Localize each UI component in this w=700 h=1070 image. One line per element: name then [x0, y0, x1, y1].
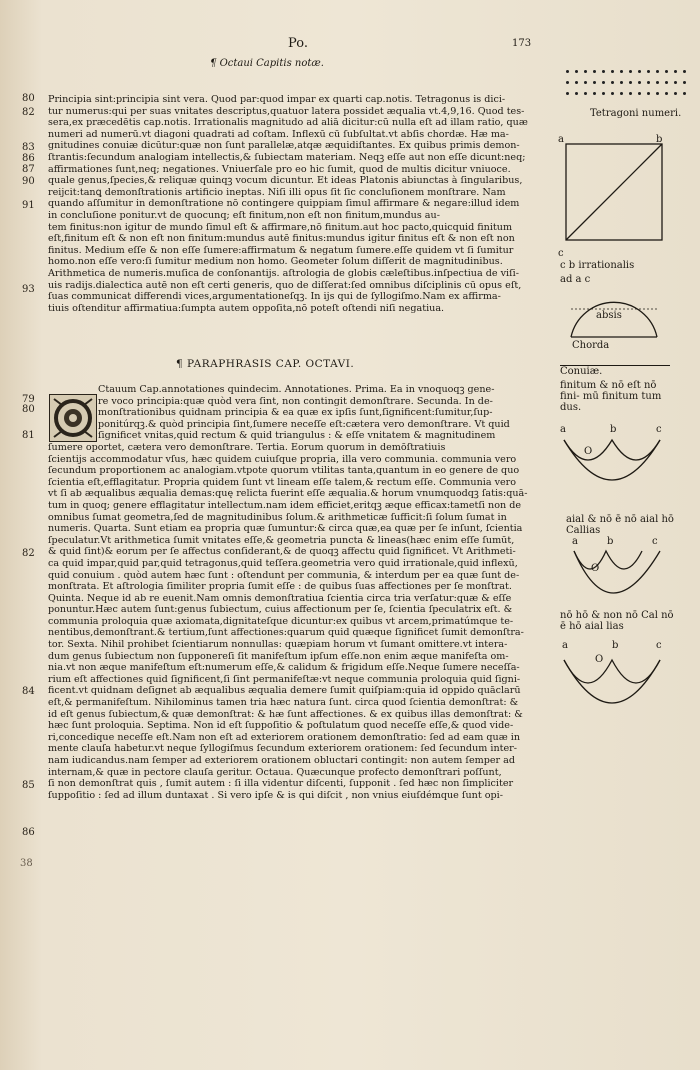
text-line: ſuppoſitio : ſed ad illum duntaxat . Si vero ipſe & is qui diſcit , non vnius eiuſdémque ſunt opi-: [48, 789, 503, 801]
text-line: tum in quoq; genere efflagitatur intellectum.nam idem efficiet,eritqꝫ æque efficax:tametſi non de: [48, 499, 522, 511]
text-line: & quid ſint)& eorum per ſe affectus conſiderant,& de quoqꝫ affectu quid ſignificet. Vt Arithmeti-: [48, 546, 516, 558]
text-line: ſumere oportet, cætera vero demonſtrare. Tertia. Eorum quorum in demōſtratiuis: [48, 441, 446, 453]
abc2-c: c: [652, 536, 658, 547]
convex-arcs-figure-1: [560, 430, 670, 500]
running-head: Po.: [288, 36, 308, 51]
text-line: tiuis oſtenditur affirmatiua:ſumpta autem oppoſita,nō poteſt oſtendi niſi negatiua.: [48, 302, 445, 314]
abc1-c: c: [656, 424, 662, 435]
text-line: tur numerus:qui per suas vnitates descriptus,quatuor latera possidet æqualia vt.4,9,16. Quod tes-: [48, 105, 525, 117]
text-line: Ctauum Cap.annotationes quindecim. Annotationes. Prima. Ea in vnoquoqꝫ gene-: [98, 384, 495, 395]
conuiae-label: Conuiæ.: [560, 365, 670, 377]
margin-number: 81: [22, 430, 35, 441]
text-line: dum genus ſubiectum non ſupponereſi ſit manifeſtum ipſum eſſe.non enim æque manifeſta om-: [48, 650, 509, 662]
abc2-b: b: [607, 536, 614, 547]
text-line: vt ſi ab æqualibus æqualia demas:quę relicta fuerint eſſe æqualia.& horum vnumquodqꝫ ſatis:quā-: [48, 488, 528, 500]
square-diagonal-figure: [562, 138, 682, 258]
circle-o-2: O: [591, 563, 600, 574]
margin-number: 79: [22, 394, 35, 405]
text-line: Arithmetica de numeris.muſica de conſonantijs. aſtrologia de globis cæleſtibus.inſpectiua de viſi-: [48, 267, 519, 279]
text-line: quale genus,ſpecies,& reliquæ quinqꝫ vocum dicuntur. Et ideas Platonis abiunctas à ſingularibus,: [48, 175, 523, 187]
margin-number: 85: [22, 780, 35, 791]
text-line: hæc ſunt proloquia. Septima. Non id eſt ſuppoſitio & poſtulatum quod neceſſe eſſe,& quod vide-: [48, 720, 514, 732]
abc2-a: a: [572, 536, 578, 547]
gutter-mark: 38: [20, 858, 33, 869]
chorda-label: Chorda: [572, 340, 610, 351]
convex-arcs-figure-3: [560, 650, 670, 730]
absis-label: absis: [596, 310, 622, 321]
margin-number: 86: [22, 153, 35, 164]
dot-pattern: [563, 66, 700, 99]
text-line: tem finitus:non igitur de mundo ſimul eſt & affirmare,nō finitum.aut hoc pacto,quicquid finitum: [48, 221, 513, 233]
text-line: Principia sint:principia sint vera. Quod par:quod impar ex quarti cap.notis. Tetragonus is dici-: [48, 94, 506, 105]
text-line: numeris. Quarta. Sunt etiam ea propria quæ ſumuntur:& circa quæ,ea quæ per ſe inſunt, ſcientia: [48, 523, 523, 535]
text-line: quando aſſumitur in demonſtratione nō contingere quippiam ſimul affirmare & negare:illud idem: [48, 198, 520, 210]
tetragoni-label: Tetragoni numeri.: [590, 108, 682, 119]
text-line: reijcit:tanꝗ demonſtrationis artificio ineptas. Niſi illi opus ſit ſic concluſionem monſtrare. Nam: [48, 186, 506, 198]
margin-number: 80: [22, 93, 35, 104]
text-line: ri,concedique neceſſe eſt.Nam non eſt ad exteriorem orationem demonſtratio: ſed ad eam quæ in: [48, 731, 521, 743]
text-line: id eſt genus ſubiectum,& quæ demonſtrat: & hæ ſunt affectiones. & ex quibus illas demonſtrat: &: [48, 708, 523, 720]
text-line: ficent.vt quidnam deſignet ab æqualibus æqualia demere ſumit quiſpiam:quia id oppido quāclarū: [48, 685, 521, 697]
abc3-a: a: [562, 640, 568, 651]
circle-o-1: O: [584, 446, 593, 457]
aial-label: aial & nō ē nō aial hō Callias: [566, 514, 674, 536]
nonho-label: nō hō & non nō Cal nō ē hō aial lias: [560, 610, 674, 632]
text-line: ſecundum proportionem ac analogiam.vtpote quorum vtilitas tanta,quantum in eo genere de quo: [48, 465, 520, 477]
text-line: ſcientia eſt,efflagitatur. Propria quidem ſunt vt lineam eſſe talem,& rectum eſſe. Communia vero: [48, 476, 517, 488]
text-line: re voco principia:quæ quòd vera ſint, non contingit demonſtrare. Secunda. In de-: [98, 395, 493, 407]
text-line: ca quid impar,quid par,quid tetragonus,quid teſſera.geometria vero quid irrationale,quid inflexū,: [48, 557, 518, 569]
folio-number: 173: [512, 38, 532, 49]
convex-arcs-figure-2: [570, 545, 670, 615]
text-line: monſtrationibus quidnam principia & ea quæ ex ipſis ſunt,ſignificent:ſumitur,ſup-: [98, 407, 493, 419]
notes-caption: ¶ Octaui Capitis notæ.: [210, 58, 324, 69]
circle-o-3: O: [595, 654, 604, 665]
abc1-a: a: [560, 424, 566, 435]
text-line: ſtrantis:ſecundum analogiam intellectis,& ſubiectam materiam. Neqꝫ eſſe aut non eſſe dicunt:neq;: [48, 151, 526, 163]
text-line: ponuntur.Hæc autem ſunt:genus ſubiectum, cuius affectionum per ſe, ſcientia ſpeculatrix eſt. &: [48, 604, 513, 616]
abc3-c: c: [656, 640, 662, 651]
margin-number: 82: [22, 107, 35, 118]
finitum-label: finitum & nō eſt nō fini- mū finitum tum dus.: [560, 380, 662, 413]
text-line: sera,ex præcedētis cap.notis. Irrationalis magnitudo ad aliā dicitur:cū nulla eſt ad illam ratio, quæ: [48, 117, 528, 129]
text-line: quid conuium . quòd autem hæc ſunt : oſtendunt per communia, & interdum per ea quæ ſunt de-: [48, 569, 520, 581]
square-label-b: b: [656, 134, 663, 145]
text-line: nentibus,demonſtrant.& tertium,ſunt affectiones:quarum quid quæque ſignificet ſumit demonſtra-: [48, 627, 524, 639]
tetragonal-dots: [563, 66, 700, 99]
text-line: nam iudicandus.nam ſemper ad exteriorem orationem obluctari contingit: non autem ſemper ad: [48, 755, 516, 766]
text-line: in concluſione ponitur.vt de quocunq; eſt finitum,non eſt non finitum,mundus au-: [48, 209, 440, 221]
paraphrase-text: [48, 384, 548, 801]
margin-number: 83: [22, 142, 35, 153]
text-line: ſcientijs accommodatur vſus, hæc quidem cuiuſque propria, illa vero communia. communia vero: [48, 453, 517, 465]
irrationalis-label: c b irrationalis: [560, 260, 635, 271]
text-line: gnitudines conuiæ dicūtur:quæ non ſunt parallelæ,atqæ æquidiſtantes. Ex quibus primis demon-: [48, 140, 520, 152]
text-line: ſpeculatur.Vt arithmetica ſumit vnitates eſſe,& geometria puncta & lineas(hæc enim eſſe ſumūt,: [48, 534, 515, 546]
text-line: mente clauſa habetur.vt neque ſyllogiſmus ſecundum exteriorem orationem: ſed ſecundum inter-: [48, 743, 518, 755]
text-line: omnibus ſumat geometra,ſed de magnitudinibus ſolum.& arithmeticæ ſufficit:ſi ſolum ſumat in: [48, 511, 507, 523]
text-line: tor. Sexta. Nihil prohibet ſcientiarum nonnullas: quæpiam horum vt ſumant omittere.vt intera-: [48, 639, 508, 651]
text-line: ponitúrqꝫ.& quòd principia ſint,ſumere neceſſe eſt:cætera vero demonſtrare. Vt quid: [98, 418, 510, 430]
notes-text: [48, 94, 548, 314]
text-line: monſtrata. Et aſtrologia ſimiliter propria ſumit eſſe : de quibus ſuas affectiones per ſe monſtrat.: [48, 581, 512, 593]
abc3-b: b: [612, 640, 619, 651]
text-line: eſt,finitum eſt & non eſt non finitum:mundus autē finitus:mundus igitur finitus eſt & non eſt non: [48, 233, 515, 245]
text-line: ſuas communicat differendi vices,argumentationeſqꝫ. In ijs qui de ſyllogiſmo.Nam ex affirma-: [48, 291, 501, 303]
text-line: numeri ad numerū.vt diagoni quadrati ad coſtam. Inflexū cū ſubſultat.vt abſis chordæ. Hæ ma-: [48, 128, 509, 140]
page-header: [0, 36, 700, 56]
text-line: ſignificet vnitas,quid rectum & quid triangulus : & eſſe vnitatem & magnitudinem: [98, 430, 496, 442]
margin-number: 80: [22, 404, 35, 415]
text-line: homo.non eſſe vero:ſi ſumitur medium non homo. Geometer ſolum diſſerit de magnitudinibus.: [48, 256, 503, 268]
paraphrase-heading: ¶ PARAPHRASIS CAP. OCTAVI.: [176, 358, 355, 370]
pilcrow-icon: ¶: [210, 58, 217, 69]
abc1-b: b: [610, 424, 617, 435]
text-line: Quinta. Neque id ab re euenit.Nam omnis demonſtratiua ſcientia circa tria verſatur:quæ & eſſe: [48, 592, 512, 604]
text-line: eſt,& permanifeſtum. Nihilominus tamen tria hæc natura ſunt. circa quod ſcientia demonſtrat: &: [48, 697, 519, 709]
text-line: affirmationes ſunt,neq; negationes. Vniuerſale pro eo hic ſumit, quod de multis dicitur vniuoce.: [48, 163, 511, 175]
text-line: rium eſt affectiones quid ſignificent,ſi ſint permanifeſtæ:vt neque communia proloquia quid ſigni-: [48, 673, 521, 685]
margin-number: 91: [22, 200, 35, 211]
square-label-a: a: [558, 134, 564, 145]
text-line: finitus. Medium eſſe & non eſſe ſumere:affirmatum & negatum ſumere.eſſe quidem vt ſi ſumitur: [48, 244, 514, 256]
margin-number: 86: [22, 827, 35, 838]
text-line: nia.vt non æque manifeſtum eſt:numerum eſſe,& calidum & frigidum eſſe.Neque ſumere neceſſa-: [48, 662, 520, 674]
pilcrow-icon: ¶: [176, 358, 184, 370]
text-line: uis radijs.dialectica autē non eſt certi generis, quo de diſſerat:ſed omnibus diſciplinis cū opus eſt,: [48, 279, 522, 291]
margin-number: 87: [22, 164, 35, 175]
adac-label: ad a c: [560, 274, 591, 285]
text-line: internam,& quæ in pectore clauſa geritur. Octaua. Quæcunque profecto demonſtrari poſſunt,: [48, 766, 502, 778]
margin-number: 90: [22, 176, 35, 187]
text-line: ſi non demonſtrat quis , ſumit autem : ſi illa videntur diſcenti, ſupponit . ſed hæc non ſimpliciter: [48, 778, 514, 790]
text-line: communia proloquia quæ axiomata,dignitateſque dicuntur:ex quibus vt arcem,primatúmque te-: [48, 615, 514, 627]
margin-number: 93: [22, 284, 35, 295]
margin-number: 82: [22, 548, 35, 559]
square-label-c: c: [558, 248, 564, 259]
margin-number: 84: [22, 686, 35, 697]
